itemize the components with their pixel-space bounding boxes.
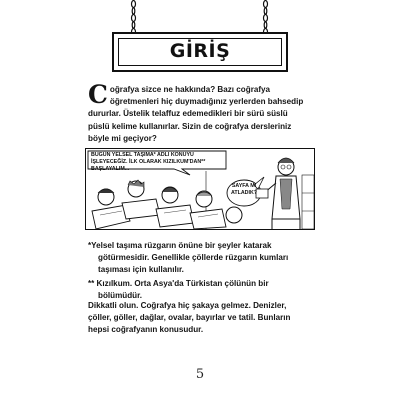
right-chain-icon [262, 0, 269, 36]
intro-text: oğrafya sizce ne hakkında? Bazı coğrafya öğretmenleri hiç duymadığınız yerlerden bahsedip dururlar. Üstelik telaffuz edemedikleri bir sürü süslü püslü kelime kullanırlar. Sizin de coğrafya dersleriniz böyle mi geçiyor? [88, 85, 304, 143]
footnotes [88, 240, 310, 303]
footnote-2: ** Kızılkum. Orta Asya'da Türkistan çölünün bir bölümüdür. [88, 278, 269, 300]
teacher-speech-bubble: BUGÜN YELSEL TAŞIMA* ADLI KONUYU İŞLEYECEĞİZ. İLK OLARAK KIZILKUM'DAN** BAŞLAYALIM... [91, 152, 206, 172]
drop-cap: C [88, 80, 108, 109]
left-chain-icon [130, 0, 137, 36]
chapter-title: GİRİŞ [169, 40, 231, 62]
closing-paragraph: Dikkatli olun. Coğrafya hiç şakaya gelmez. Denizler, çöller, göller, dağlar, ovalar, bayırlar ve tatil. Bunların hepsi coğrafyanın konusudur. [88, 301, 291, 335]
student-speech-bubble: SAYFA MI ATLADIK? [230, 183, 258, 196]
chapter-sign [112, 32, 288, 72]
cartoon-illustration [85, 148, 315, 230]
intro-paragraph [88, 80, 310, 145]
page-number: 5 [195, 367, 205, 382]
footnote-1: *Yelsel taşıma rüzgarın önüne bir şeyler katarak götürmesidir. Genellikle çöllerde rüzgarın kumları taşıması için kullanılır. [88, 241, 289, 275]
